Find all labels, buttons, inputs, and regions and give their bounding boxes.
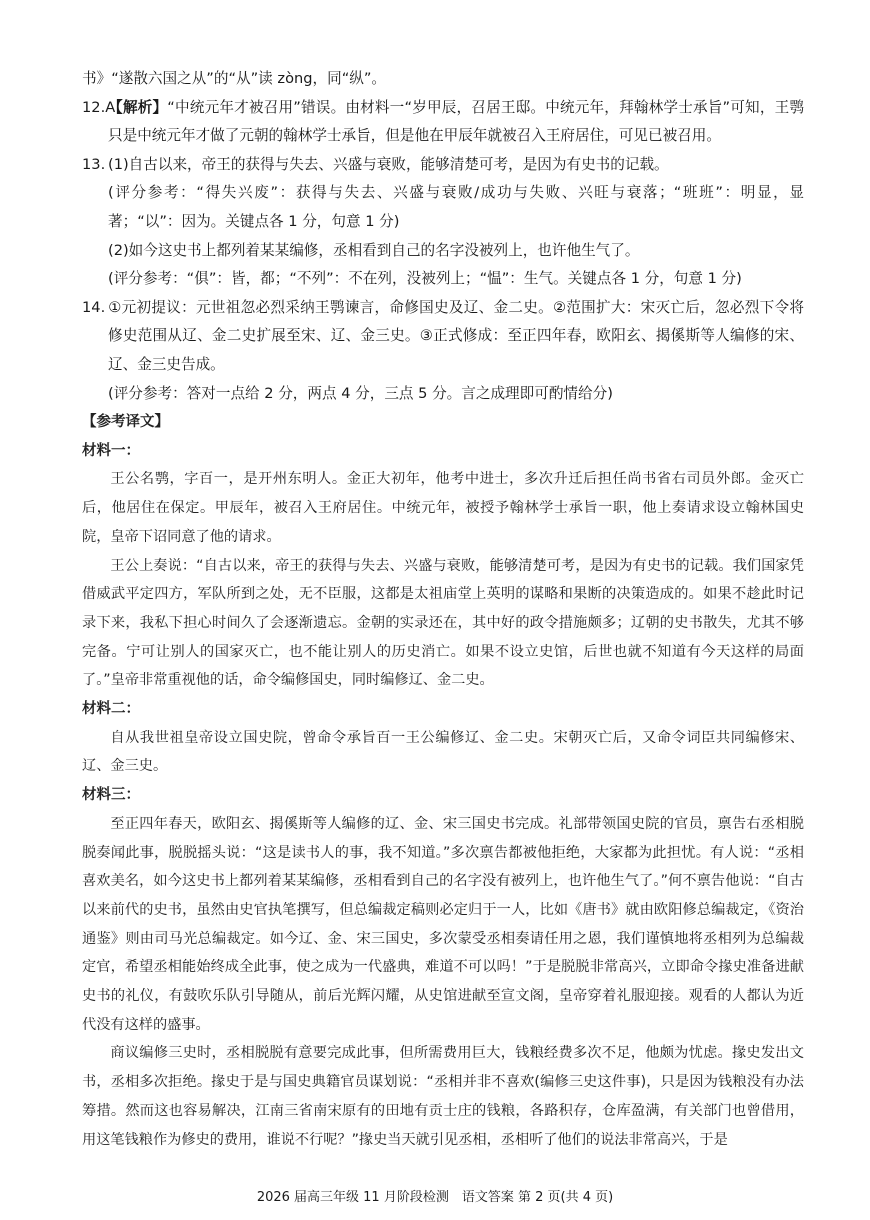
answer-q14 <box>82 294 804 380</box>
material2-title: 材料二： <box>82 701 140 718</box>
answer-q13-scoring1: (评分参考：“得失兴废”：获得与失去、兴盛与衰败/成功与失败、兴旺与衰落；“班班”：明显，显著；“以”：因为。关键点各 1 分，句意 1 分) <box>108 184 804 230</box>
material2-para1: 自从我世祖皇帝设立国史院，曾命令承旨百一王公编修辽、金二史。宋朝灭亡后，又命令词臣共同编修宋、辽、金三史。 <box>82 729 804 775</box>
q14-text: ①元初提议：元世祖忽必烈采纳王鹗谏言，命修国史及辽、金二史。②范围扩大：宋灭亡后，忽必烈下令将修史范围从辽、金二史扩展至宋、辽、金三史。③正式修成：至正四年春，欧阳玄、揭傒斯等人编修的宋、辽、金三史告成。 <box>108 298 804 373</box>
q13-number: 13. <box>82 155 106 173</box>
material1-para2: 王公上奏说：“自古以来，帝王的获得与失去、兴盛与衰败，能够清楚可考，是因为有史书的记载。我们国家凭借威武平定四方，军队所到之处，无不臣服，这都是太祖庙堂上英明的谋略和果断的决策造成的。如果不趁此时记录下来，我私下担心时间久了会逐渐遗忘。金朝的实录还在，其中好的政令措施颇多；辽朝的史书散失，尤其不够完备。宁可让别人的国家灭亡，也不能让别人的历史消亡。如果不设立史馆，后世也就不知道有今天这样的局面了。”皇帝非常重视他的话，命令编修国史，同时编修辽、金二史。 <box>82 557 804 689</box>
q14-number: 14. <box>82 298 106 316</box>
answer-q13-scoring2: (评分参考：“俱”：皆，都；“不列”：不在列，没被列上；“愠”：生气。关键点各 1 分，句意 1 分) <box>108 270 742 288</box>
material3-para1: 至正四年春天，欧阳玄、揭傒斯等人编修的辽、金、宋三国史书完成。礼部带领国史院的官员，禀告右丞相脱脱奏闻此事，脱脱摇头说：“这是读书人的事，我不知道。”多次禀告都被他拒绝，大家都为此担忧。有人说：“丞相喜欢美名，如今这史书上都列着某某编修，丞相看到自己的名字没有被列上，也许他生气了。”何不禀告他说：“自古以来前代的史书，虽然由史官执笔撰写，但总编裁定稿则必定归于一人，比如《唐书》就由欧阳修总编裁定，《资治通鉴》则由司马光总编裁定。如今辽、金、宋三国史，多次蒙受丞相奏请任用之恩，我们谨慎地将丞相列为总编裁定官，希望丞相能始终成全此事，使之成为一代盛典，难道不可以吗！”于是脱脱非常高兴，立即命令掾史准备进献史书的礼仪，有鼓吹乐队引导随从，前后光辉闪耀，从史馆进献至宣文阁，皇帝穿着礼服迎接。观看的人都认为近代没有这样的盛事。 <box>82 815 804 1033</box>
answer-q13-part2: (2)如今这史书上都列着某某编修，丞相看到自己的名字没被列上，也许他生气了。 <box>108 241 640 259</box>
q12-tag: 【解析】 <box>108 98 168 116</box>
q12-number: 12.A <box>82 98 116 116</box>
material1-para1: 王公名鹗，字百一，是开州东明人。金正大初年，他考中进士，多次升迁后担任尚书省右司员外郎。金灭亡后，他居住在保定。甲辰年，被召入王府居住。中统元年，被授予翰林学士承旨一职，他上奏请求设立翰林国史院，皇帝下诏同意了他的请求。 <box>82 471 804 545</box>
answer-q13-part1 <box>82 151 804 180</box>
q13-part1-text: (1)自古以来，帝王的获得与失去、兴盛与衰败，能够清楚可考，是因为有史书的记载。 <box>108 155 669 173</box>
translation-title: 【参考译文】 <box>82 414 169 430</box>
answer-line-continuation: 书》“遂散六国之从”的“从”读 zòng，同“纵”。 <box>82 70 387 87</box>
answer-q14-scoring: (评分参考：答对一点给 2 分，两点 4 分，三点 5 分。言之成理即可酌情给分) <box>108 384 613 402</box>
q12-text: “中统元年才被召用”错误。由材料一“岁甲辰，召居王邸。中统元年，拜翰林学士承旨”可知，王鹗只是中统元年才做了元朝的翰林学士承旨，但是他在甲辰年就被召入王府居住，可见已被召用。 <box>108 98 804 145</box>
material3-para2: 商议编修三史时，丞相脱脱有意要完成此事，但所需费用巨大，钱粮经费多次不足，他颇为忧虑。掾史发出文书，丞相多次拒绝。掾史于是与国史典籍官员谋划说：“丞相并非不喜欢(编修三史这件事)，只是因为钱粮没有办法筹措。然而这也容易解决，江南三省南宋原有的田地有贡士庄的钱粮，各路积存，仓库盈满，有关部门也曾借用，用这笔钱粮作为修史的费用，谁说不行呢？”掾史当天就引见丞相，丞相听了他们的说法非常高兴，于是 <box>82 1045 804 1148</box>
material3-title: 材料三： <box>82 787 140 804</box>
material1-title: 材料一： <box>82 442 140 459</box>
answer-q12 <box>82 94 804 151</box>
page-footer: 2026 届高三年级 11 月阶段检测 语文答案 第 2 页(共 4 页) <box>256 1190 614 1205</box>
translation-section <box>82 408 804 1154</box>
answer-section <box>82 65 804 408</box>
